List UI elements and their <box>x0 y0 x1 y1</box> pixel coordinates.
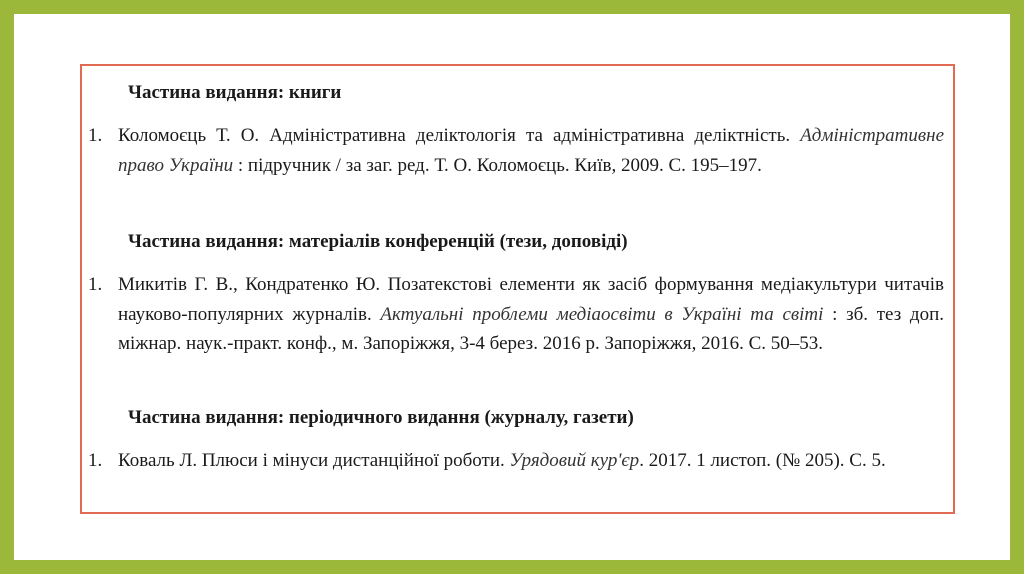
reference-entry <box>88 446 944 476</box>
entry-source-title: Актуальні проблеми медіаосвіти в Україні та світі <box>380 303 824 325</box>
section-heading-books: Частина видання: книги <box>128 82 342 103</box>
entry-text: Коломоєць Т. О. Адміністративна деліктологія та адміністративна деліктність. Адміністративне право України : підручник / за заг. ред. Т. О. Коломоєць. Київ, 2009. С. 195–197. <box>118 125 944 176</box>
entry-text: Микитів Г. В., Кондратенко Ю. Позатекстові елементи як засіб формування медіакультури читачів науково-популярних журналів. Актуальні проблеми медіаосвіти в Україні та світі : зб. тез доп. міжнар. наук.-практ. конф., м. Запоріжжя, 3-4 берез. 2016 р. Запоріжжя, 2016. С. 50–53. <box>118 274 944 354</box>
section-heading-periodicals: Частина видання: періодичного видання (журналу, газети) <box>128 407 634 428</box>
reference-entry <box>88 121 944 180</box>
reference-entry <box>88 270 944 359</box>
content-frame <box>80 64 955 514</box>
entry-number: 1. <box>88 125 103 146</box>
entry-source-title: Урядовий кур'єр <box>509 450 640 471</box>
entry-number: 1. <box>88 450 103 471</box>
slide <box>14 14 1010 560</box>
section-heading-conferences: Частина видання: матеріалів конференцій (тези, доповіді) <box>128 231 628 252</box>
entry-source-title: Адміністративне право України <box>118 125 944 176</box>
entry-number: 1. <box>88 274 103 295</box>
entry-text: Коваль Л. Плюси і мінуси дистанційної роботи. Урядовий кур'єр. 2017. 1 листоп. (№ 205). С. 5. <box>118 450 886 471</box>
